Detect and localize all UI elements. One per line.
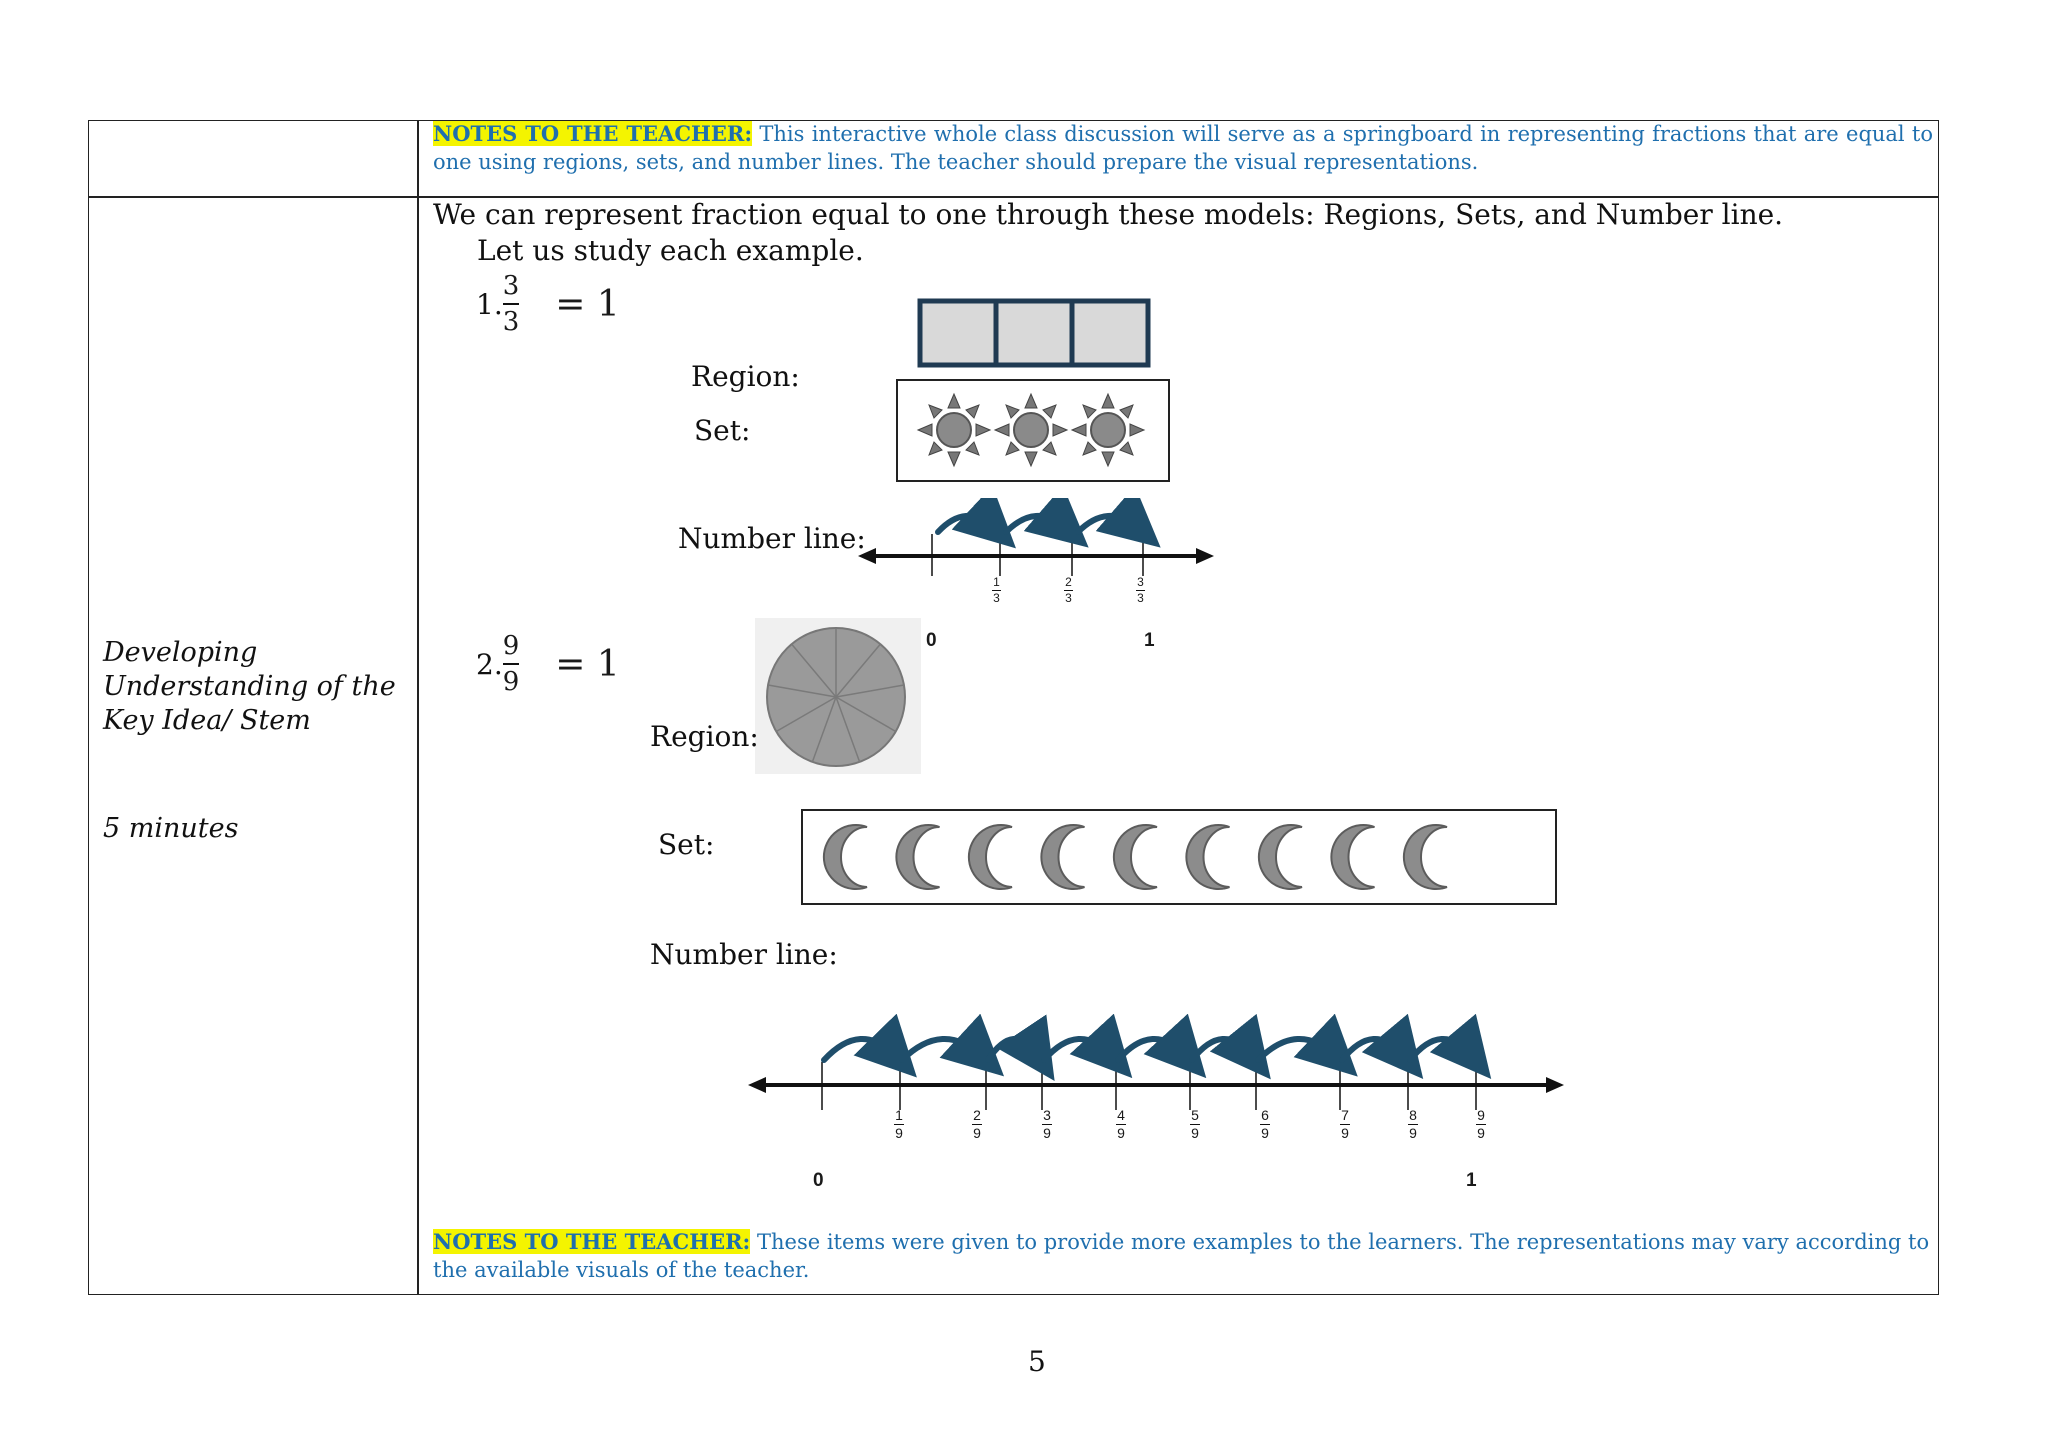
teacher-note-text: This interactive whole class discussion will serve as a springboard in representing fractions that are equal to one using regions, sets, and number lines. The teacher should prepare the visual representations. xyxy=(433,122,1934,174)
example-2-set-label: Set: xyxy=(658,828,715,861)
phase-line-3: Key Idea/ Stem xyxy=(103,705,311,736)
tick-3-3: 3 3 xyxy=(1137,575,1144,605)
example-1-region-label: Region: xyxy=(691,360,800,393)
fraction-bar xyxy=(503,663,519,665)
example-1-region-model xyxy=(916,297,1152,369)
intro-line-2: Let us study each example. xyxy=(477,234,864,267)
example-2-numberline-label: Number line: xyxy=(650,938,838,971)
example-2-heading xyxy=(476,632,620,696)
tick-1-9: 1 9 xyxy=(895,1107,903,1141)
example-2-numerator: 9 xyxy=(502,631,520,661)
tick-5-9: 5 9 xyxy=(1191,1107,1199,1141)
example-1-tick-labels xyxy=(856,576,1216,616)
tick-6-9: 6 9 xyxy=(1261,1107,1269,1141)
example-2-one-label: 1 xyxy=(1466,1170,1477,1191)
jump-arc xyxy=(988,1039,1038,1060)
example-1-number: 1. xyxy=(476,287,503,321)
example-1-one-label: 1 xyxy=(1144,630,1155,651)
example-1-set-model xyxy=(896,379,1170,482)
sun-icon xyxy=(1072,394,1144,466)
top-teacher-note xyxy=(433,120,1933,176)
example-2-equals: = 1 xyxy=(555,643,620,685)
intro-line-1: We can represent fraction equal to one through these models: Regions, Sets, and Number line. xyxy=(433,198,1784,231)
jump-arc xyxy=(1342,1039,1404,1060)
example-2-region-model xyxy=(755,618,921,774)
example-1-set-label: Set: xyxy=(694,414,751,447)
tick-2-3: 2 3 xyxy=(1065,575,1072,605)
table-column-divider xyxy=(417,120,419,1295)
example-2-region-label: Region: xyxy=(650,720,759,753)
fraction-bar xyxy=(503,303,519,305)
example-1-equals: = 1 xyxy=(555,283,620,325)
jump-arc xyxy=(824,1039,896,1060)
jump-arc xyxy=(902,1039,982,1060)
example-1-numerator: 3 xyxy=(502,271,520,301)
example-1-zero-label: 0 xyxy=(926,630,937,651)
example-2-tick-labels xyxy=(746,1108,1566,1152)
tick-9-9: 9 9 xyxy=(1477,1107,1485,1141)
tick-2-9: 2 9 xyxy=(973,1107,981,1141)
jump-arc xyxy=(1258,1039,1336,1060)
jump-arc xyxy=(1192,1039,1252,1060)
tick-7-9: 7 9 xyxy=(1341,1107,1349,1141)
page-number: 5 xyxy=(1028,1345,1046,1378)
jump-arc xyxy=(1410,1039,1472,1060)
example-2-zero-label: 0 xyxy=(813,1170,824,1191)
jump-arc xyxy=(1044,1039,1112,1060)
teacher-note-text: These items were given to provide more examples to the learners. The representations may vary according to the available visuals of the teacher. xyxy=(433,1230,1930,1282)
jump-arc xyxy=(1118,1039,1186,1060)
phase-duration: 5 minutes xyxy=(103,813,239,844)
sun-icon xyxy=(918,394,990,466)
tick-4-9: 4 9 xyxy=(1117,1107,1125,1141)
tick-1-3: 1 3 xyxy=(993,575,1000,605)
phase-line-1: Developing xyxy=(103,637,258,668)
teacher-note-label: NOTES TO THE TEACHER: xyxy=(433,121,753,146)
example-1-denominator: 3 xyxy=(502,307,520,337)
phase-line-2: Understanding of the xyxy=(103,671,396,702)
example-2-fraction xyxy=(503,632,520,696)
example-2-denominator: 9 xyxy=(502,667,520,697)
example-1-numberline-label: Number line: xyxy=(678,522,866,555)
tick-8-9: 8 9 xyxy=(1409,1107,1417,1141)
tick-3-9: 3 9 xyxy=(1043,1107,1051,1141)
teacher-note-label: NOTES TO THE TEACHER: xyxy=(433,1229,751,1254)
example-2-number: 2. xyxy=(476,647,503,681)
lesson-phase-cell xyxy=(103,636,396,738)
example-2-set-model xyxy=(801,809,1557,905)
sun-icon xyxy=(995,394,1067,466)
bottom-teacher-note xyxy=(433,1228,1933,1284)
example-1-fraction xyxy=(503,272,520,336)
example-1-heading xyxy=(476,272,620,336)
